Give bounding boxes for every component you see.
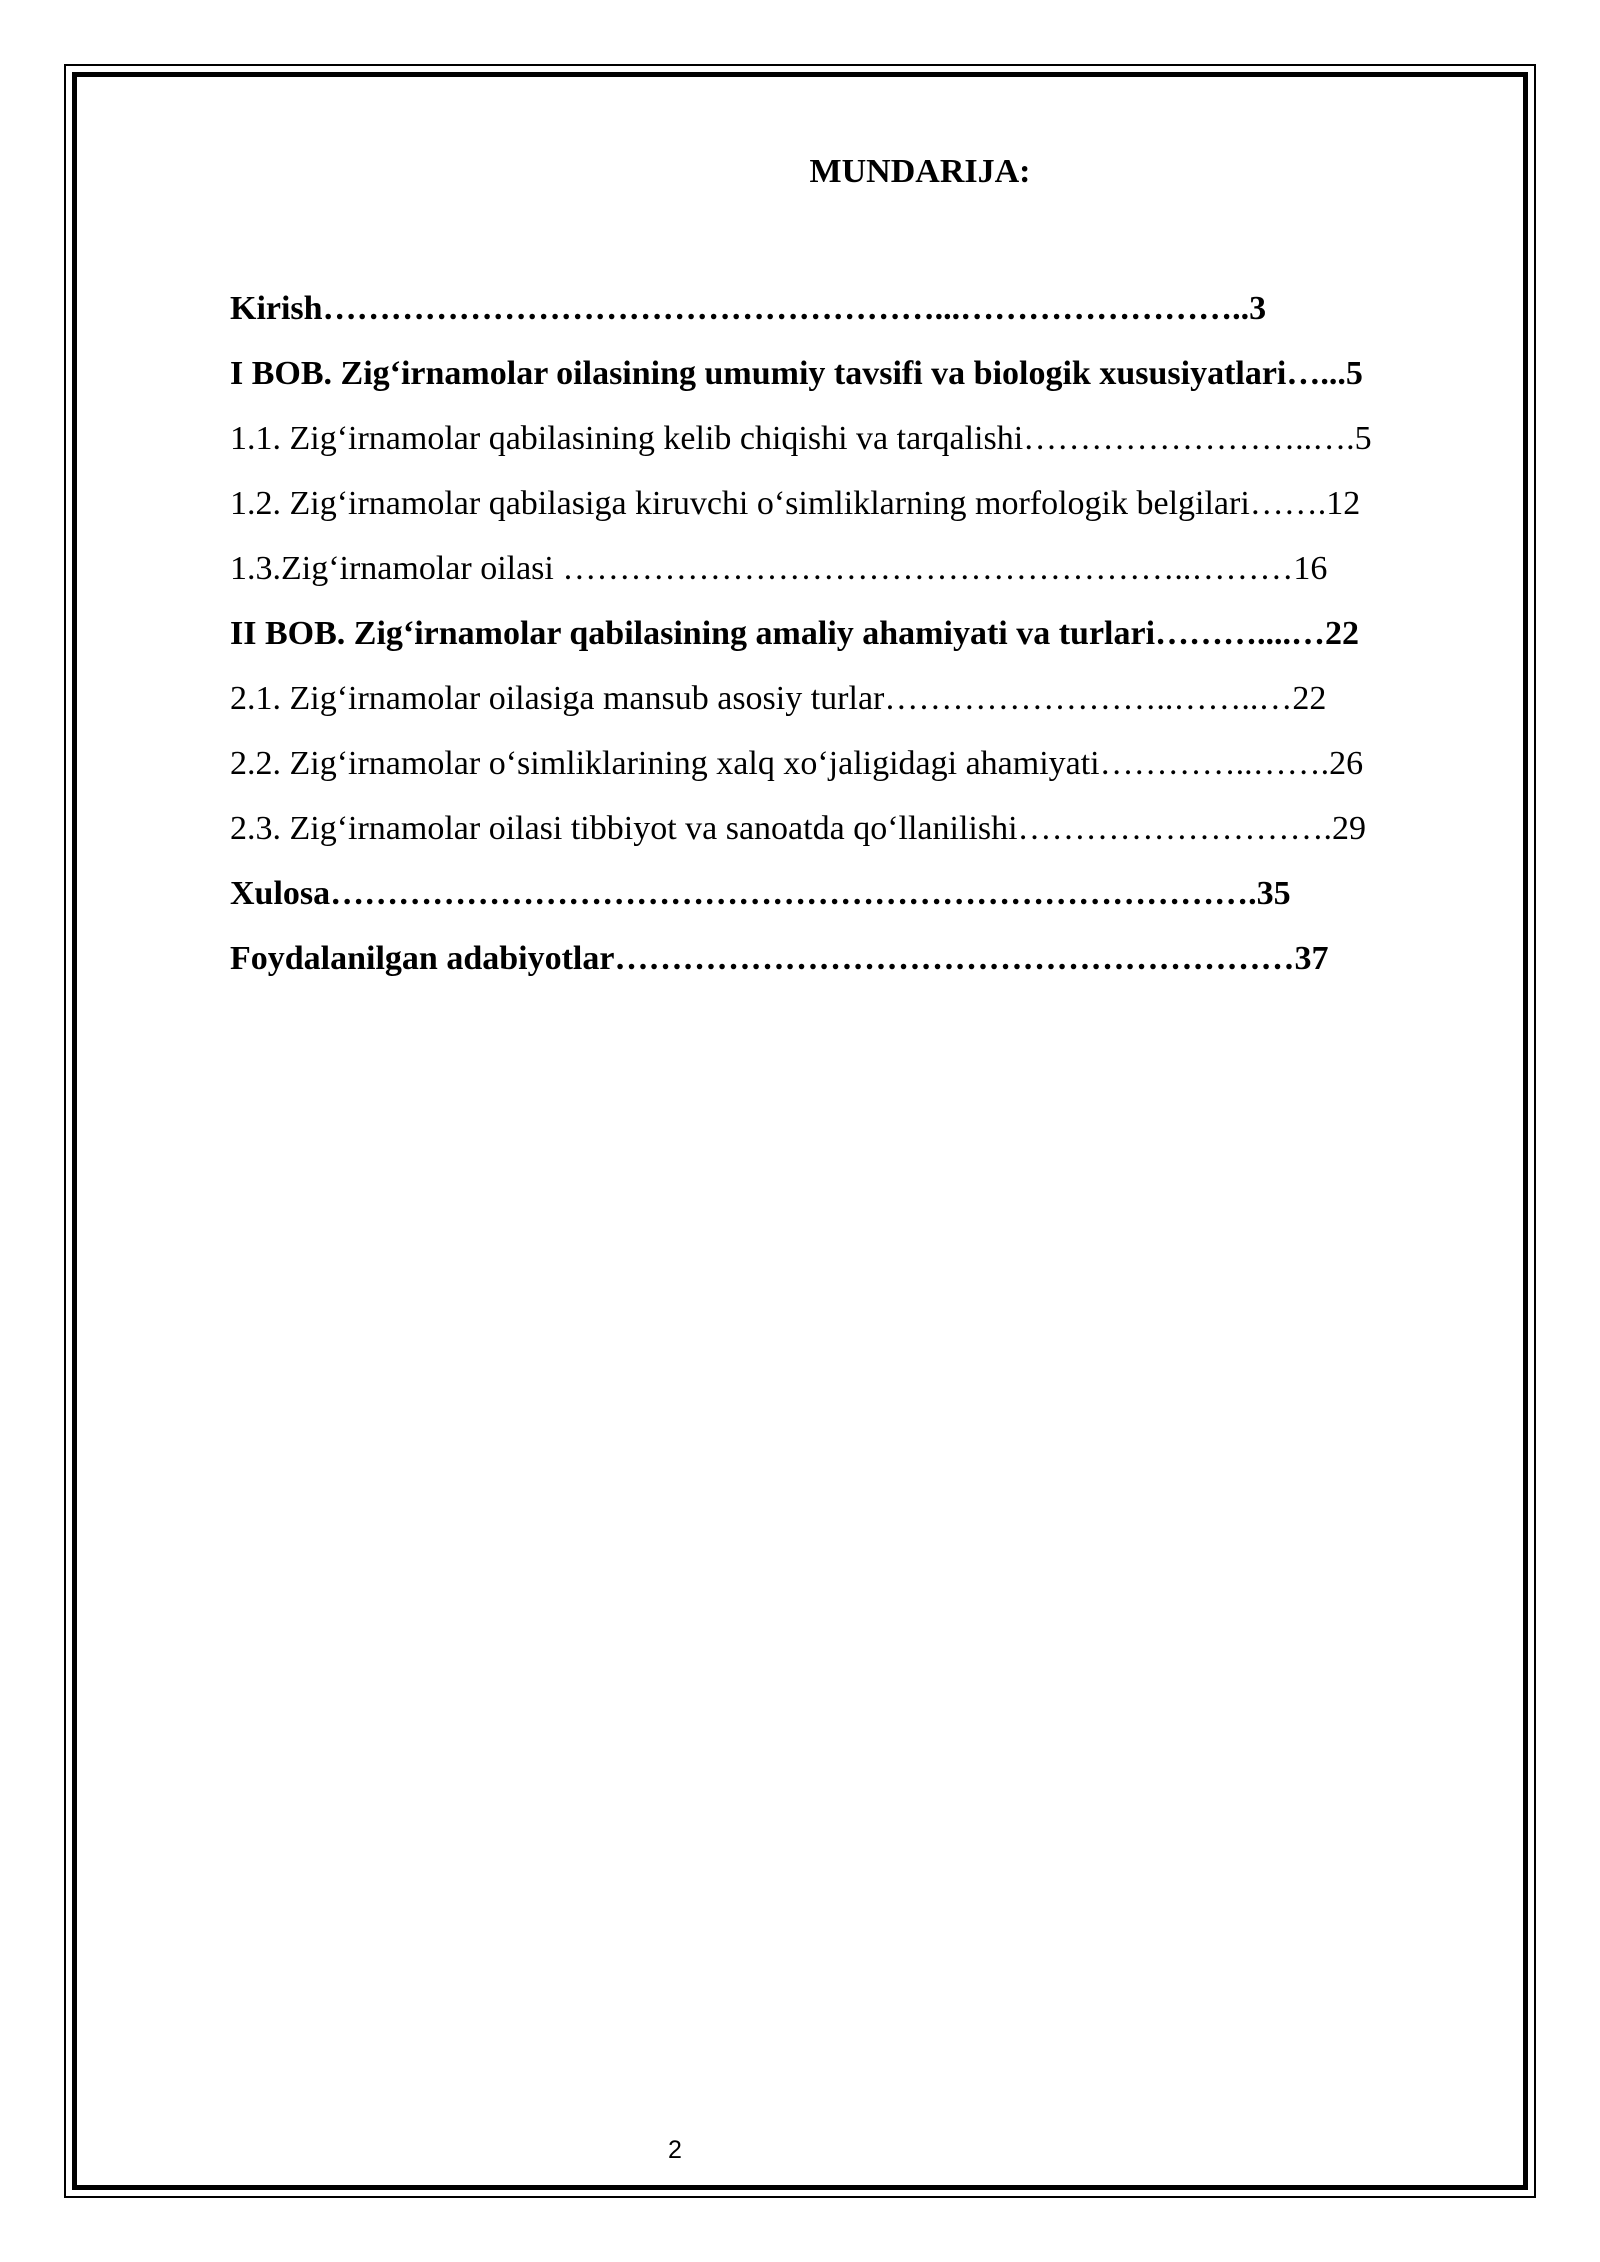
toc-entry-section-2-1: 2.1. Zig‘irnamolar oilasiga mansub asosiy turlar……………………..……..…22 xyxy=(230,680,1327,717)
toc-entry-kirish: Kirish………………………………………………...……………………..3 xyxy=(230,290,1267,327)
toc-entry-section-1-3: 1.3.Zig‘irnamolar oilasi ………………………………………………..………16 xyxy=(230,550,1328,587)
toc-entry-chapter-1: I BOB. Zig‘irnamolar oilasining umumiy tavsifi va biologik xususiyatlari…...5 xyxy=(230,355,1363,392)
toc-entry-chapter-2: II BOB. Zig‘irnamolar qabilasining amaliy ahamiyati va turlari………....…22 xyxy=(230,615,1360,652)
table-of-contents xyxy=(230,284,1530,999)
toc-entry-section-2-2: 2.2. Zig‘irnamolar o‘simliklarining xalq xo‘jaligidagi ahamiyati…………..…….26 xyxy=(230,745,1364,782)
toc-entry-adabiyotlar: Foydalanilgan adabiyotlar……………………………………………………37 xyxy=(230,940,1329,977)
toc-entry-section-1-1: 1.1. Zig‘irnamolar qabilasining kelib chiqishi va tarqalishi……………………..….5 xyxy=(230,420,1372,457)
toc-entry-xulosa: Xulosa……………………………………………………………………….35 xyxy=(230,875,1291,912)
toc-entry-section-2-3: 2.3. Zig‘irnamolar oilasi tibbiyot va sanoatda qo‘llanilishi……………………….29 xyxy=(230,810,1367,847)
page-number: 2 xyxy=(668,2136,682,2164)
toc-entry-section-1-2: 1.2. Zig‘irnamolar qabilasiga kiruvchi o‘simliklarning morfologik belgilari…….12 xyxy=(230,485,1361,522)
page-title: MUNDARIJA: xyxy=(809,153,1031,190)
